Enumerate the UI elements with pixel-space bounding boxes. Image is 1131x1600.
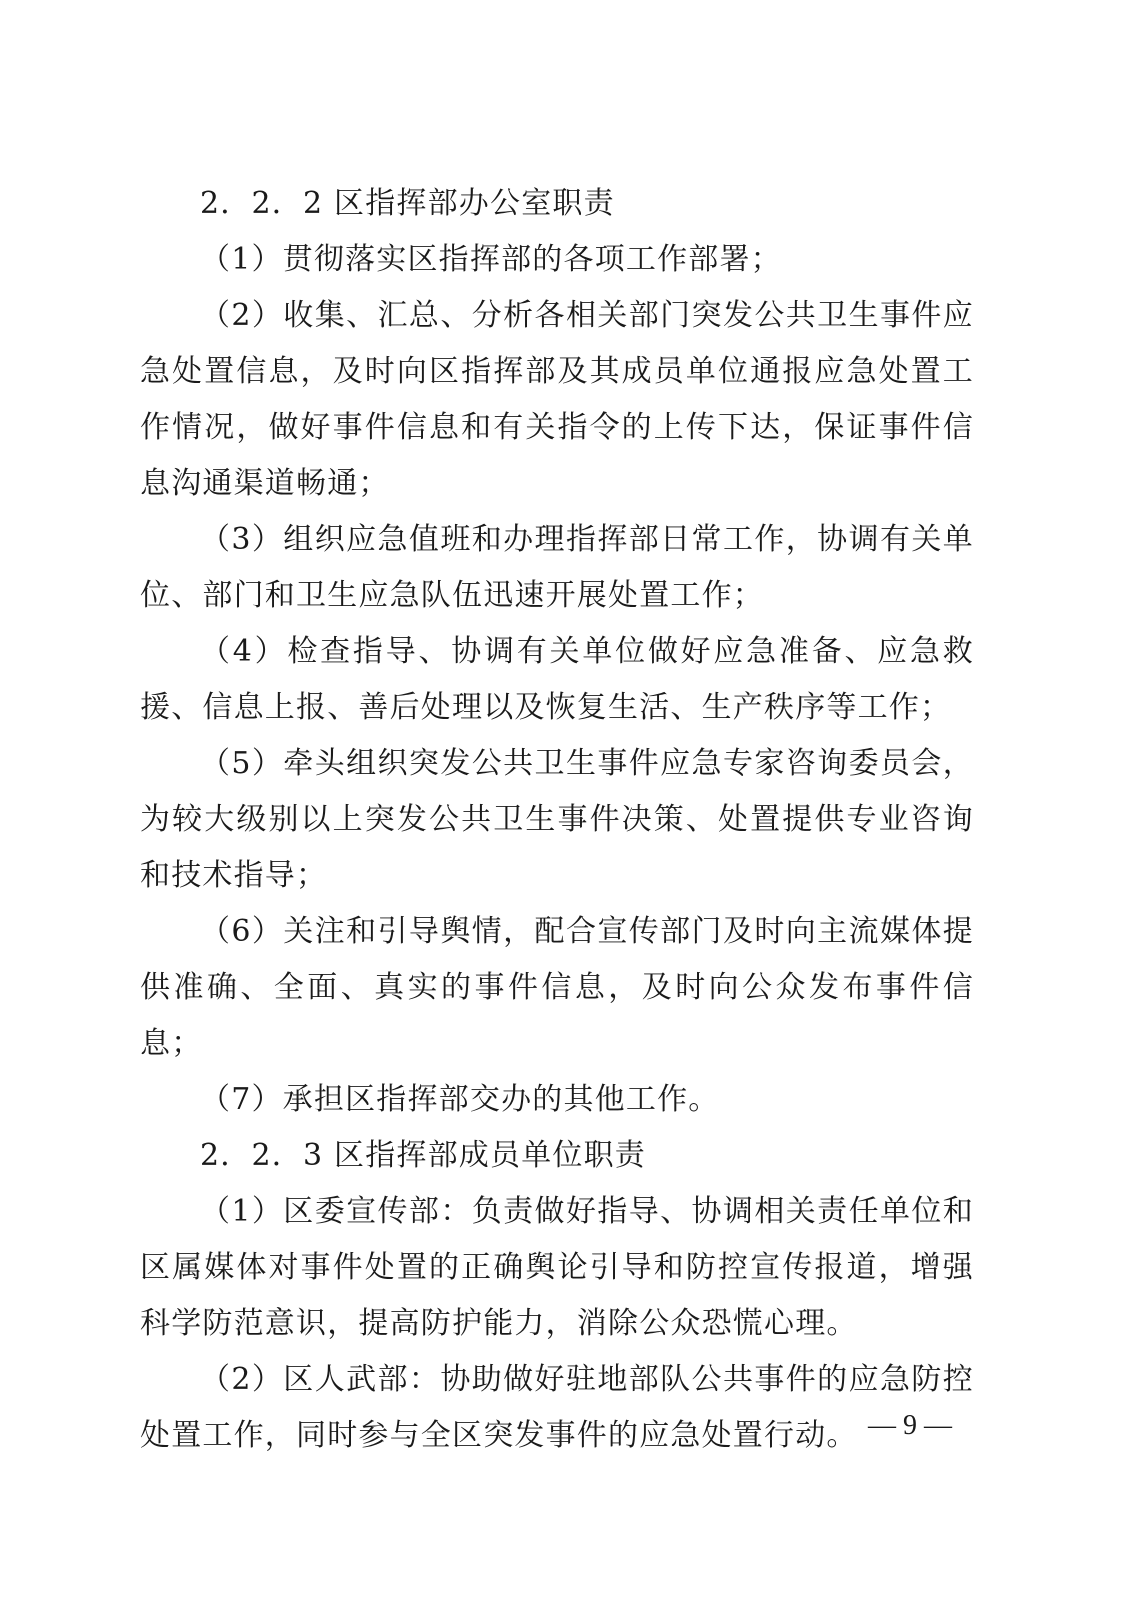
list-item-6: （6）关注和引导舆情，配合宣传部门及时向主流媒体提供准确、全面、真实的事件信息，及时向公众发布事件信息； — [140, 914, 974, 1061]
list-item-5: （5）牵头组织突发公共卫生事件应急专家咨询委员会，为较大级别以上突发公共卫生事件决策、处置提供专业咨询和技术指导； — [140, 746, 974, 893]
list-item-7: （7）承担区指挥部交办的其他工作。 — [200, 1082, 720, 1117]
list-item-4: （4）检查指导、协调有关单位做好应急准备、应急救援、信息上报、善后处理以及恢复生活、生产秩序等工作； — [140, 634, 974, 725]
document-body — [140, 176, 974, 1464]
list-item-2: （2）收集、汇总、分析各相关部门突发公共卫生事件应急处置信息，及时向区指挥部及其成员单位通报应急处置工作情况，做好事件信息和有关指令的上传下达，保证事件信息沟通渠道畅通； — [140, 298, 974, 501]
section-heading-2-2-2: 2．2．2 区指挥部办公室职责 — [200, 186, 615, 221]
member-duty-armed-forces: （2）区人武部：协助做好驻地部队公共事件的应急防控处置工作，同时参与全区突发事件的应急处置行动。 — [140, 1362, 974, 1453]
member-duty-propaganda: （1）区委宣传部：负责做好指导、协调相关责任单位和区属媒体对事件处置的正确舆论引导和防控宣传报道，增强科学防范意识，提高防护能力，消除公众恐慌心理。 — [140, 1194, 974, 1341]
list-item-1: （1）贯彻落实区指挥部的各项工作部署； — [200, 242, 782, 277]
list-item-3: （3）组织应急值班和办理指挥部日常工作，协调有关单位、部门和卫生应急队伍迅速开展处置工作； — [140, 522, 974, 613]
section-heading-2-2-3: 2．2．3 区指挥部成员单位职责 — [200, 1138, 646, 1173]
page-number: — 9 — — [868, 1410, 952, 1441]
